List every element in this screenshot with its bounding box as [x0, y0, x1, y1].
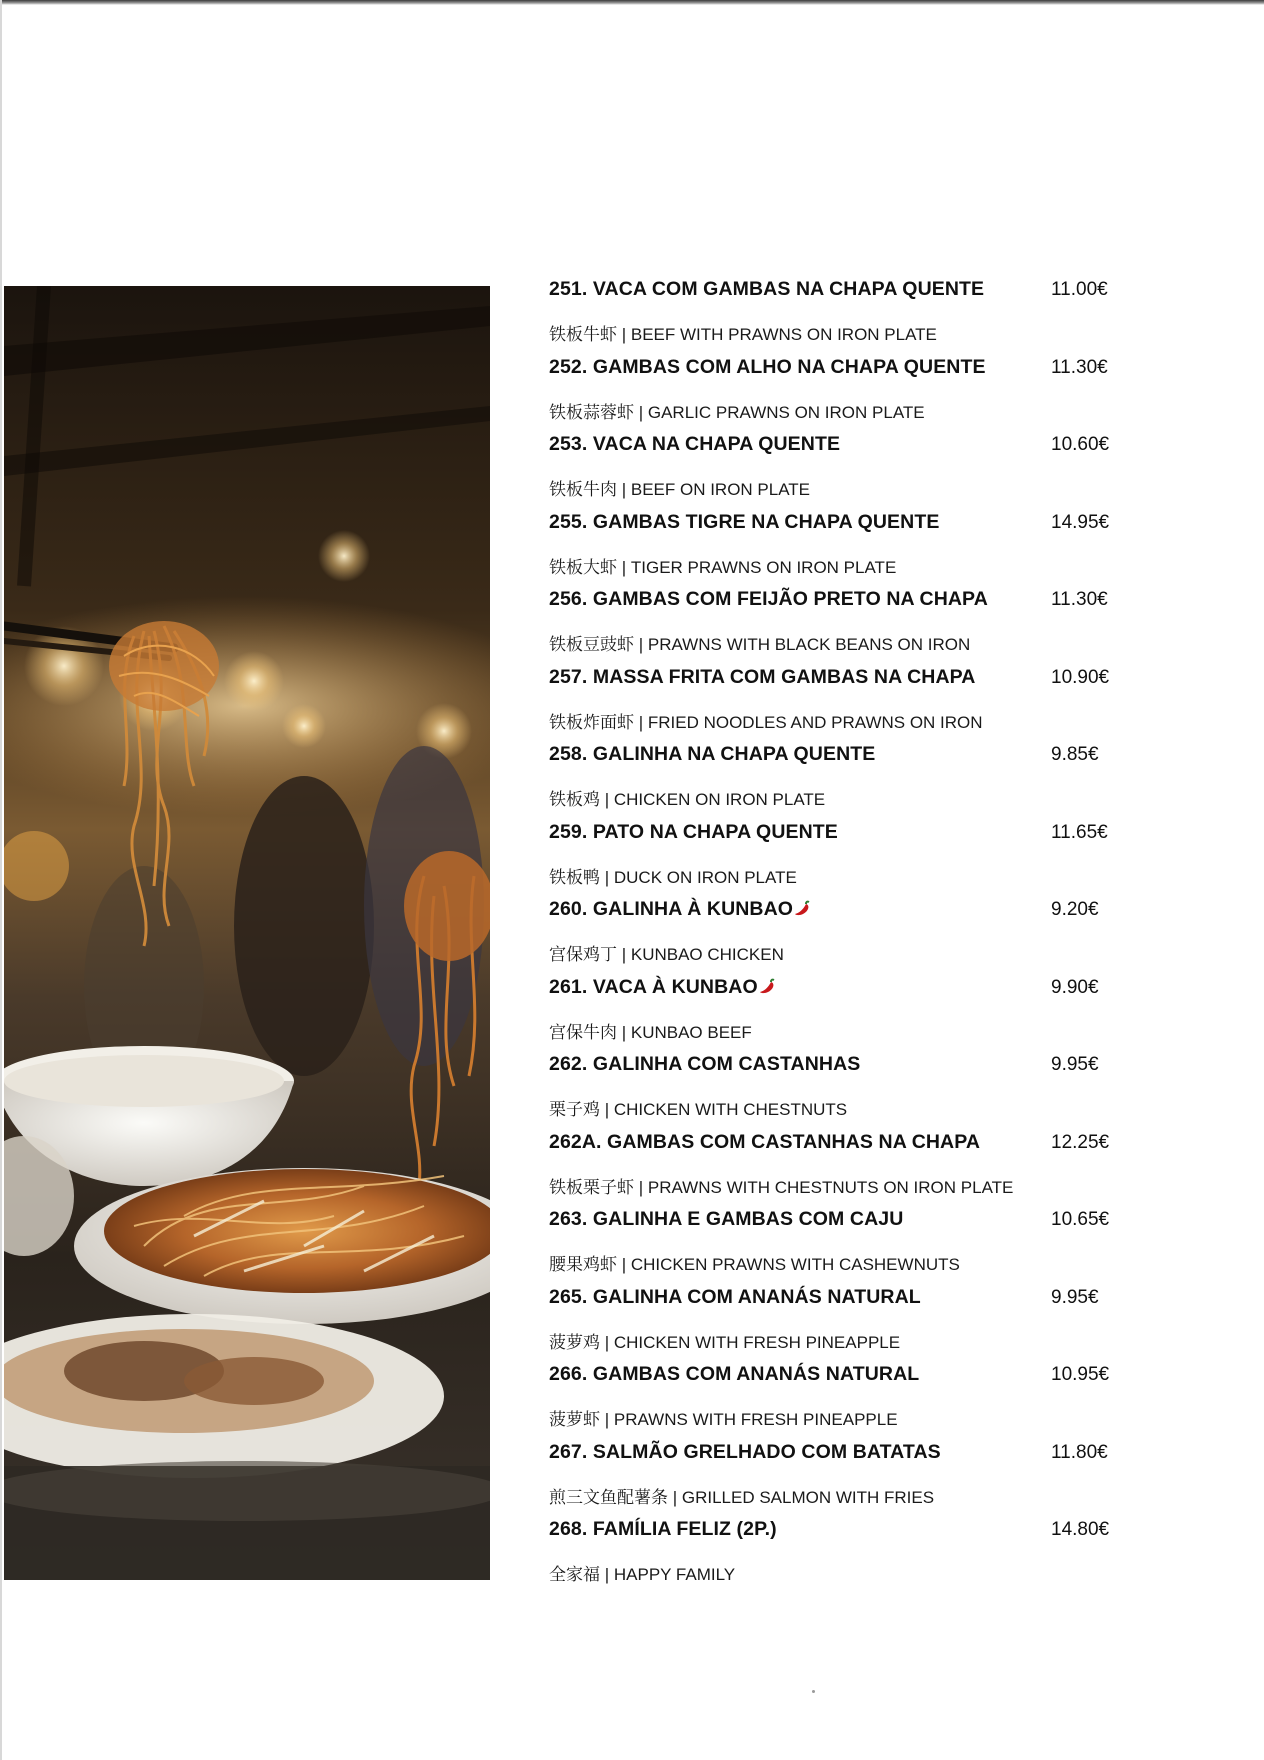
item-price: 9.95€ [1051, 1054, 1099, 1075]
item-price: 12.25€ [1051, 1131, 1110, 1153]
item-name-text: 260. GALINHA À KUNBAO [549, 898, 794, 920]
item-description: 铁板蒜蓉虾 | GARLIC PRAWNS ON IRON PLATE [549, 402, 925, 422]
item-price: 14.80€ [1051, 1519, 1110, 1540]
menu-item [549, 976, 1129, 1054]
chili-pepper-icon [794, 899, 814, 917]
item-description: 铁板豆豉虾 | PRAWNS WITH BLACK BEANS ON IRON [549, 635, 971, 654]
chili-pepper-icon [759, 977, 779, 995]
item-description: 铁板鸡 | CHICKEN ON IRON PLATE [549, 790, 826, 809]
item-description: 全家福 | HAPPY FAMILY [549, 1565, 736, 1584]
item-description: 铁板鸭 | DUCK ON IRON PLATE [549, 867, 797, 887]
item-name: 263. GALINHA E GAMBAS COM CAJU [549, 1208, 904, 1230]
item-description: 菠萝鸡 | CHICKEN WITH FRESH PINEAPPLE [549, 1332, 901, 1352]
menu-item [549, 356, 1129, 434]
menu-item [549, 1518, 1129, 1596]
item-description: 煎三文鱼配薯条 | GRILLED SALMON WITH FRIES [549, 1487, 935, 1507]
item-price: 11.80€ [1051, 1441, 1108, 1463]
item-description: 宫保鸡丁 | KUNBAO CHICKEN [549, 945, 784, 964]
item-price: 10.95€ [1051, 1364, 1110, 1385]
item-price: 10.65€ [1051, 1209, 1110, 1230]
item-name: 262A. GAMBAS COM CASTANHAS NA CHAPA [549, 1130, 981, 1153]
scan-speck [812, 1690, 815, 1693]
item-name: 253. VACA NA CHAPA QUENTE [549, 433, 841, 455]
item-price: 9.85€ [1051, 744, 1099, 765]
item-name: 258. GALINHA NA CHAPA QUENTE [549, 743, 876, 765]
item-name-spicy [549, 898, 814, 921]
item-price: 11.30€ [1051, 589, 1108, 610]
item-price: 10.90€ [1051, 666, 1110, 688]
item-name: 251. VACA COM GAMBAS NA CHAPA QUENTE [549, 278, 985, 300]
item-price: 11.00€ [1051, 279, 1108, 300]
menu-item [549, 588, 1129, 666]
item-description: 宫保牛肉 | KUNBAO BEEF [549, 1022, 752, 1042]
item-description: 菠萝虾 | PRAWNS WITH FRESH PINEAPPLE [549, 1410, 898, 1429]
menu-item [549, 1208, 1129, 1286]
item-price: 10.60€ [1051, 434, 1110, 455]
item-price: 9.95€ [1051, 1286, 1099, 1308]
item-name: 262. GALINHA COM CASTANHAS [549, 1053, 861, 1075]
menu-item [549, 898, 1129, 976]
menu-item [549, 821, 1129, 899]
scan-top-edge [0, 0, 1264, 5]
menu-item [549, 1363, 1129, 1441]
item-price: 11.65€ [1051, 821, 1108, 843]
item-name: 268. FAMÍLIA FELIZ (2P.) [549, 1518, 777, 1540]
item-description: 铁板大虾 | TIGER PRAWNS ON IRON PLATE [549, 557, 897, 577]
item-name: 265. GALINHA COM ANANÁS NATURAL [549, 1285, 921, 1308]
item-price: 9.90€ [1051, 976, 1099, 998]
menu-item [549, 666, 1129, 744]
menu-item [549, 511, 1129, 589]
menu-item [549, 1286, 1129, 1364]
menu-item [549, 1131, 1129, 1209]
menu-item [549, 1053, 1129, 1131]
item-description: 铁板栗子虾 | PRAWNS WITH CHESTNUTS ON IRON PLATE [549, 1177, 1014, 1197]
item-description: 铁板牛虾 | BEEF WITH PRAWNS ON IRON PLATE [549, 325, 937, 344]
scan-left-edge [0, 0, 2, 1760]
menu-item [549, 433, 1129, 511]
noodles-photo [4, 286, 490, 1580]
item-name-spicy [549, 976, 779, 999]
item-name: 257. MASSA FRITA COM GAMBAS NA CHAPA [549, 665, 976, 688]
noodles-photo-icon [4, 286, 490, 1580]
item-description: 铁板牛肉 | BEEF ON IRON PLATE [549, 480, 811, 499]
item-name: 255. GAMBAS TIGRE NA CHAPA QUENTE [549, 510, 940, 533]
item-name: 267. SALMÃO GRELHADO COM BATATAS [549, 1440, 941, 1463]
item-name: 252. GAMBAS COM ALHO NA CHAPA QUENTE [549, 355, 986, 378]
item-price: 11.30€ [1051, 356, 1108, 378]
item-description: 腰果鸡虾 | CHICKEN PRAWNS WITH CASHEWNUTS [549, 1255, 960, 1274]
menu-list [549, 278, 1129, 1596]
item-price: 14.95€ [1051, 511, 1110, 533]
menu-item [549, 1441, 1129, 1519]
item-price: 9.20€ [1051, 899, 1099, 920]
item-name: 256. GAMBAS COM FEIJÃO PRETO NA CHAPA [549, 588, 988, 610]
item-name-text: 261. VACA À KUNBAO [549, 975, 758, 998]
item-description: 铁板炸面虾 | FRIED NOODLES AND PRAWNS ON IRON [549, 712, 983, 732]
item-description: 栗子鸡 | CHICKEN WITH CHESTNUTS [549, 1100, 848, 1119]
menu-item [549, 278, 1129, 356]
item-name: 259. PATO NA CHAPA QUENTE [549, 820, 838, 843]
item-name: 266. GAMBAS COM ANANÁS NATURAL [549, 1363, 920, 1385]
menu-item [549, 743, 1129, 821]
